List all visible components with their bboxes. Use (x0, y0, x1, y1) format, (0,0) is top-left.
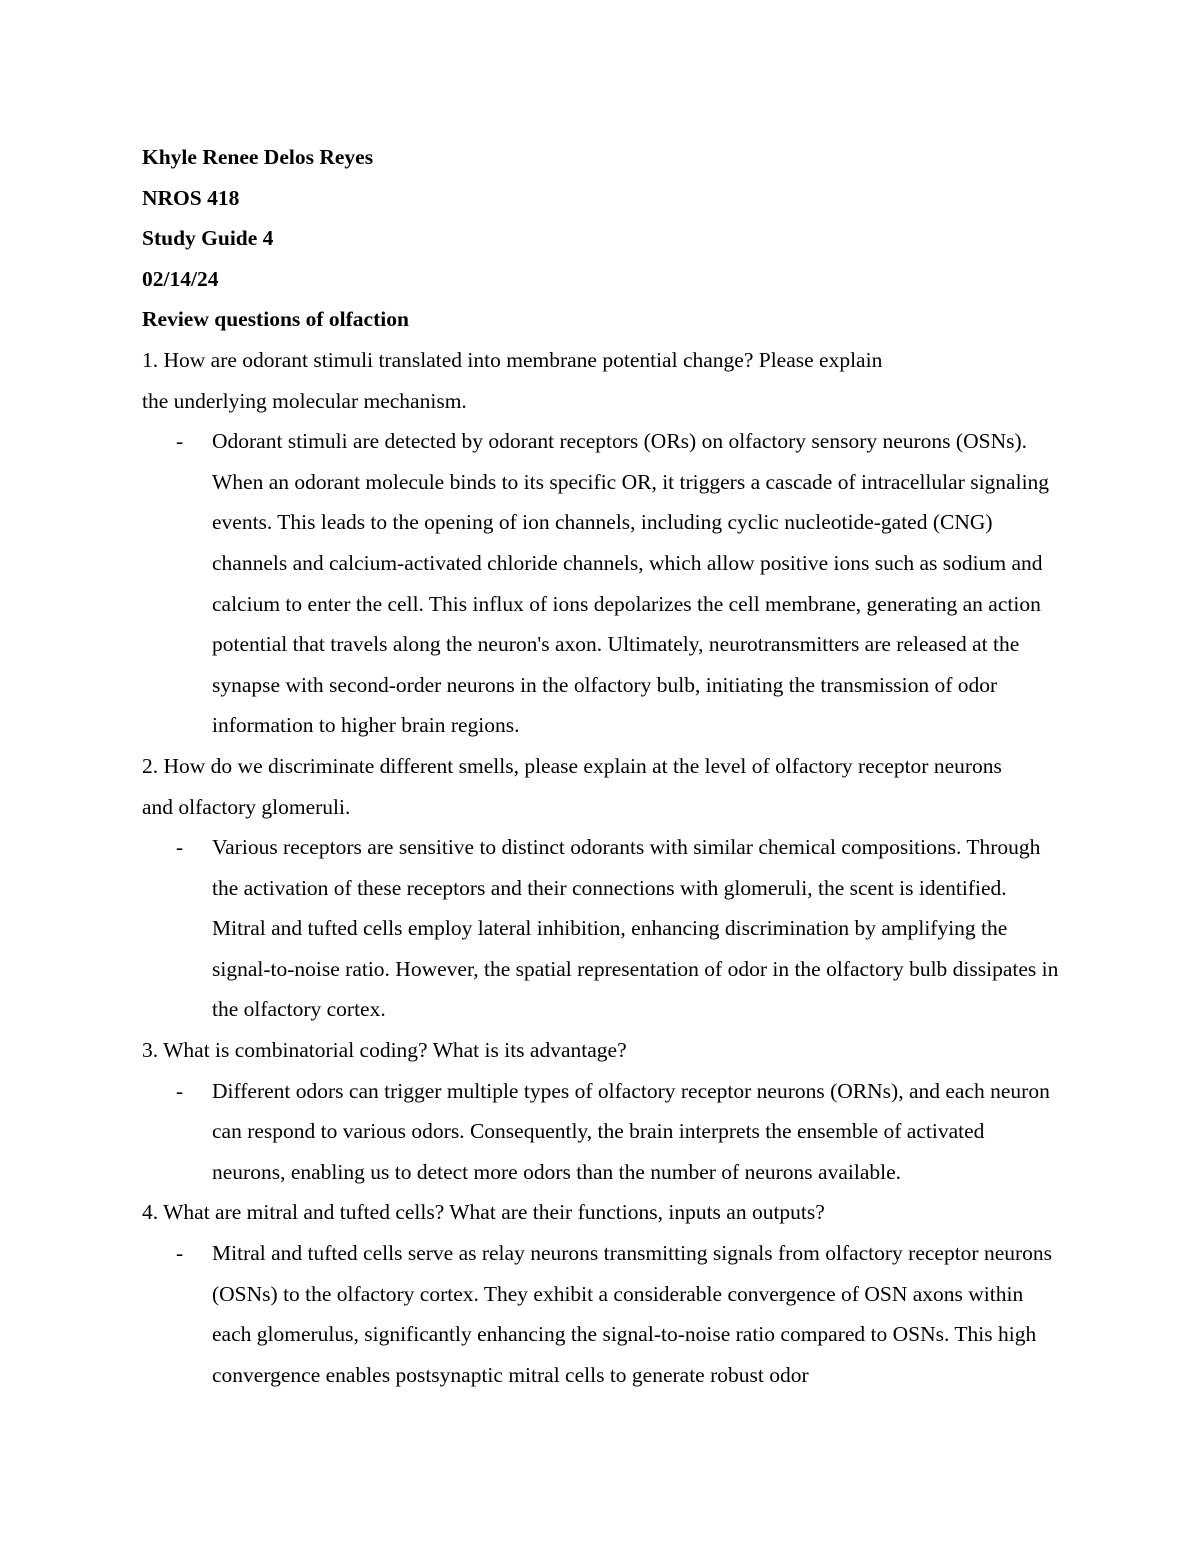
question-text: 2. How do we discriminate different smells, please explain at the level of olfactory receptor neurons and olfactory glomeruli. (142, 753, 1002, 819)
answer-item (142, 827, 1062, 1030)
assignment-title: Study Guide 4 (142, 226, 274, 251)
document-body (142, 137, 1062, 1395)
answer-text: Odorant stimuli are detected by odorant receptors (ORs) on olfactory sensory neurons (OSNs). When an odorant molecule binds to its specific OR, it triggers a cascade of intracellular signaling events. This leads to the opening of ion channels, including cyclic nucleotide-gated (CNG) channels and calcium-activated chloride channels, which allow positive ions such as sodium and calcium to enter the cell. This influx of ions depolarizes the cell membrane, generating an action potential that travels along the neuron's axon. Ultimately, neurotransmitters are released at the synapse with second-order neurons in the olfactory bulb, initiating the transmission of odor information to higher brain regions. (212, 429, 1050, 738)
question-block-3 (142, 1030, 1062, 1192)
bullet-dash: - (176, 429, 184, 454)
bullet-dash: - (176, 1078, 184, 1103)
question-block-4 (142, 1192, 1062, 1395)
bullet-dash: - (176, 835, 184, 860)
question-block-1 (142, 340, 1062, 746)
course-code: NROS 418 (142, 185, 240, 210)
answer-item (142, 1233, 1062, 1395)
question-text: 3. What is combinatorial coding? What is its advantage? (142, 1038, 627, 1063)
bullet-dash: - (176, 1241, 184, 1266)
answer-text: Various receptors are sensitive to distinct odorants with similar chemical compositions. Through the activation of these receptors and their connections with glomeruli, the scent is identified. Mitral and tufted cells employ lateral inhibition, enhancing discrimination by amplifying the signal-to-noise ratio. However, the spatial representation of odor in the olfactory bulb dissipates in the olfactory cortex. (212, 835, 1059, 1022)
answer-item (142, 421, 1062, 746)
section-title: Review questions of olfaction (142, 307, 409, 332)
question-text: 4. What are mitral and tufted cells? What are their functions, inputs an outputs? (142, 1200, 825, 1225)
question-text: 1. How are odorant stimuli translated into membrane potential change? Please explain the underlying molecular mechanism. (142, 347, 883, 413)
author-name: Khyle Renee Delos Reyes (142, 145, 374, 169)
answer-item (142, 1071, 1062, 1193)
question-block-2 (142, 746, 1062, 1030)
document-date: 02/14/24 (142, 266, 219, 291)
answer-text: Mitral and tufted cells serve as relay neurons transmitting signals from olfactory receptor neurons (OSNs) to the olfactory cortex. They exhibit a considerable convergence of OSN axons within each glomerulus, significantly enhancing the signal-to-noise ratio compared to OSNs. This high convergence enables postsynaptic mitral cells to generate robust odor (212, 1241, 1053, 1387)
answer-text: Different odors can trigger multiple types of olfactory receptor neurons (ORNs), and each neuron can respond to various odors. Consequently, the brain interprets the ensemble of activated neurons, enabling us to detect more odors than the number of neurons available. (212, 1078, 1050, 1184)
